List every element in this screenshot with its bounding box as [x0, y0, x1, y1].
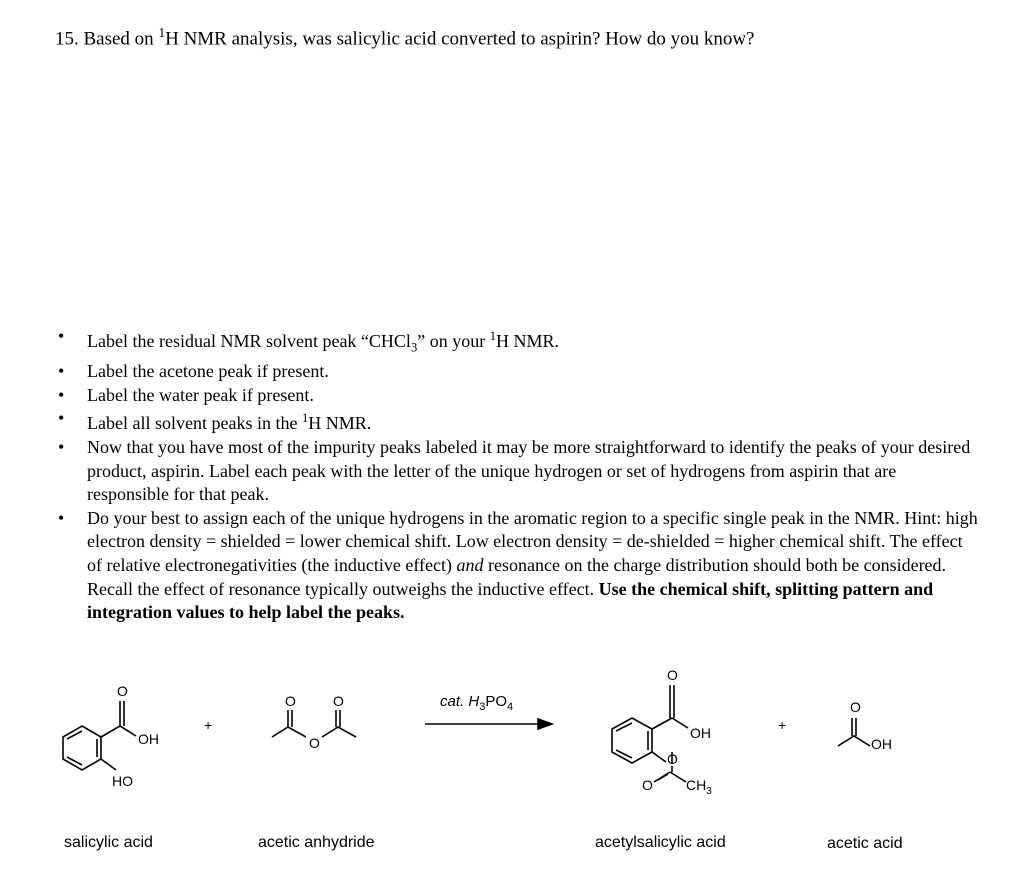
bond — [652, 752, 666, 762]
catalyst-label — [440, 693, 513, 713]
acetylsalicylic-acid-label: acetylsalicylic acid — [595, 834, 726, 851]
ring-double-bond — [67, 757, 82, 765]
bond — [670, 772, 686, 782]
bond — [272, 727, 306, 737]
bond — [652, 718, 672, 729]
bullet-text: Now that you have most of the impurity peaks labeled it may be more straightforward to identify the peaks of your desired product, aspirin. Label each peak with the letter of the unique hydrogen or set of hydrogens from aspirin that are responsible for that peak. — [87, 436, 971, 505]
atom-label: O — [333, 693, 344, 709]
bullet-icon: • — [58, 326, 65, 346]
bond — [672, 718, 688, 728]
list-item — [58, 407, 978, 436]
bullet-text: Do your best to assign each of the unique hydrogens in the aromatic region to a specific single peak in the NMR. Hint: high electron density = shielded = lower chemical shift. Low electron density = de-shielded = higher chemical shift. The effect of relative electronegativities (the inductive effect) — [87, 507, 978, 575]
reaction-arrow — [425, 693, 552, 729]
list-item — [58, 325, 978, 360]
plus-sign: + — [778, 717, 787, 733]
bullet-text: ” on your — [417, 331, 490, 351]
ring-double-bond — [616, 723, 632, 731]
atom-label: O — [667, 667, 678, 683]
list-item — [58, 507, 978, 625]
atom-label: O — [117, 683, 128, 699]
bullet-icon: • — [58, 384, 65, 405]
benzene-ring — [612, 718, 652, 763]
acetic-acid-structure — [838, 699, 892, 752]
list-item — [58, 436, 978, 507]
bullet-text: resonance on the charge distribution should both be considered. Recall the effect of resonance typically outweighs the inductive effect. — [87, 554, 947, 599]
bullet-icon: • — [58, 436, 65, 457]
acetic-anhydride-label: acetic anhydride — [258, 834, 375, 851]
catalyst-text: PO — [485, 693, 507, 710]
bullet-text: Label the water peak if present. — [87, 384, 314, 405]
bullet-text: Label the residual NMR solvent peak “CHCl — [87, 331, 411, 351]
atom-label: O — [667, 751, 678, 767]
bullet-icon: • — [58, 361, 65, 382]
atom-subscript: 3 — [706, 786, 712, 797]
bullet-text: Label the acetone peak if present. — [87, 361, 329, 382]
bond — [101, 726, 120, 737]
atom-label: O — [850, 699, 861, 715]
bond — [120, 726, 136, 736]
atom-label: OH — [871, 736, 892, 752]
acetic-anhydride-structure — [272, 693, 356, 751]
bullet-bold-text: Use the chemical shift, splitting pattern and integration values to help label the peaks. — [87, 578, 934, 623]
catalyst-subscript: 4 — [507, 701, 514, 713]
bond — [322, 727, 356, 737]
salicylic-acid-structure — [63, 683, 159, 789]
salicylic-acid-label: salicylic acid — [64, 834, 153, 851]
bullet-subscript: 3 — [410, 340, 418, 355]
question-text — [55, 20, 755, 52]
ring-double-bond — [616, 750, 632, 758]
atom-label: CH — [686, 777, 707, 793]
carbonyl-bond — [658, 774, 668, 780]
bullet-text: H NMR. — [496, 331, 560, 351]
atom-label: O — [642, 777, 653, 793]
question-number: 15. — [55, 28, 79, 50]
reaction-scheme — [0, 640, 1024, 880]
atom-label: OH — [690, 725, 711, 741]
bullet-italic-text: and — [456, 554, 484, 575]
atom-label: O — [309, 735, 320, 751]
question-text-before: Based on — [83, 28, 159, 50]
bond — [838, 736, 870, 746]
atom-label: OH — [138, 731, 159, 747]
catalyst-text: cat. H — [440, 693, 480, 710]
bullet-icon: • — [58, 408, 65, 429]
ring-double-bond — [67, 731, 82, 739]
catalyst-subscript: 3 — [479, 701, 486, 713]
question-superscript: 1 — [158, 25, 166, 40]
bond — [101, 759, 116, 770]
question-text-after: H NMR analysis, was salicylic acid converted to aspirin? How do you know? — [165, 28, 755, 50]
bullet-icon: • — [58, 507, 65, 528]
bullet-superscript: 1 — [301, 411, 309, 426]
bullet-superscript: 1 — [489, 329, 497, 343]
instruction-list — [58, 325, 978, 625]
atom-label — [686, 777, 712, 797]
list-item — [58, 384, 978, 408]
acetic-acid-label: acetic acid — [827, 835, 903, 852]
aspirin-structure — [612, 667, 712, 797]
bullet-text: H NMR. — [308, 413, 372, 434]
list-item — [58, 360, 978, 384]
atom-label: O — [285, 693, 296, 709]
arrow-head — [538, 719, 552, 729]
bullet-text: Label all solvent peaks in the — [87, 413, 302, 434]
benzene-ring — [63, 726, 101, 770]
plus-sign: + — [204, 717, 213, 733]
atom-label: HO — [112, 773, 133, 789]
